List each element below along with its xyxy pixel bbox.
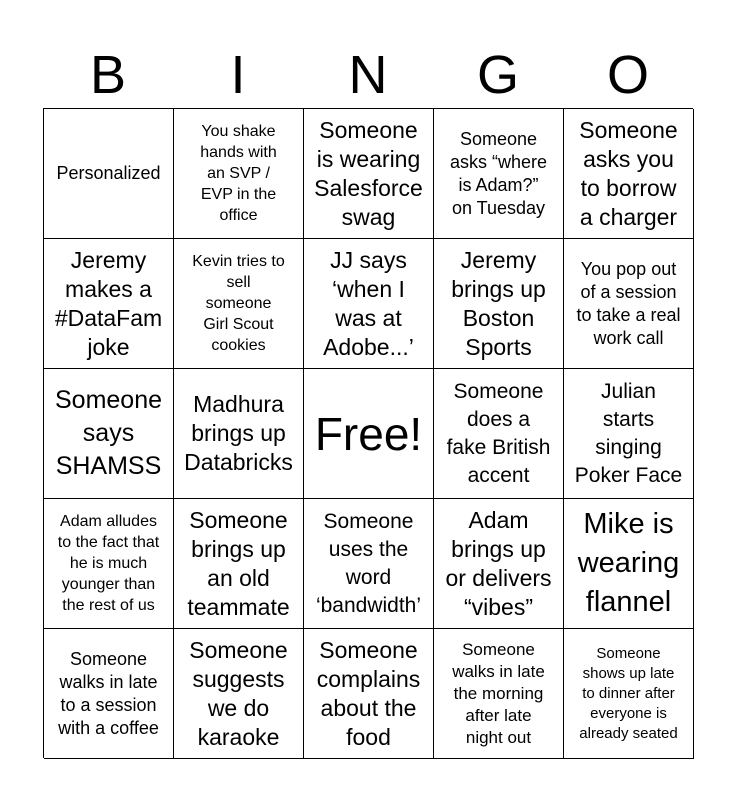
square-text: Someone walks in late to a session with a coffee xyxy=(58,648,159,738)
square-text: Mike is wearing flannel xyxy=(577,508,680,618)
square-text: Someone shows up late to dinner after everyone is already seated xyxy=(579,644,678,742)
bingo-square[interactable] xyxy=(434,629,564,759)
header-letter-g: G xyxy=(476,45,519,105)
header-letter-i: I xyxy=(230,45,246,105)
bingo-square[interactable] xyxy=(44,369,174,499)
bingo-square[interactable] xyxy=(564,499,694,629)
square-text: JJ says ‘when I was at Adobe...’ xyxy=(323,246,414,360)
square-text: Someone brings up an old teammate xyxy=(187,506,290,620)
bingo-board xyxy=(43,108,693,758)
square-text: Someone does a fake British accent xyxy=(446,379,551,487)
square-text: Madhura brings up Databricks xyxy=(184,391,293,475)
square-text: Someone walks in late the morning after late night out xyxy=(452,639,545,747)
bingo-square[interactable] xyxy=(304,109,434,239)
bingo-square[interactable] xyxy=(564,629,694,759)
square-text: Someone uses the word ‘bandwidth’ xyxy=(315,509,422,617)
square-text: Personalized xyxy=(56,163,161,183)
header-letter-b: B xyxy=(89,45,127,105)
free-square-text: Free! xyxy=(314,407,423,460)
square-text: Someone suggests we do karaoke xyxy=(189,636,288,750)
bingo-square[interactable] xyxy=(174,499,304,629)
square-text: Someone asks you to borrow a charger xyxy=(579,116,678,230)
bingo-square[interactable] xyxy=(434,499,564,629)
square-text: You pop out of a session to take a real work call xyxy=(576,258,681,348)
header-letter-o: O xyxy=(606,45,649,105)
bingo-square[interactable] xyxy=(564,369,694,499)
bingo-square[interactable] xyxy=(434,369,564,499)
header-letter-n: N xyxy=(348,45,388,105)
bingo-square[interactable] xyxy=(564,239,694,369)
bingo-square[interactable] xyxy=(174,629,304,759)
square-text: Someone says SHAMSS xyxy=(54,386,163,480)
bingo-square[interactable] xyxy=(44,109,174,239)
bingo-square[interactable] xyxy=(564,109,694,239)
square-text: Adam alludes to the fact that he is much younger than the rest of us xyxy=(57,513,160,614)
square-text: Someone complains about the food xyxy=(316,636,421,750)
square-text: Adam brings up or delivers “vibes” xyxy=(445,506,552,620)
bingo-square[interactable] xyxy=(174,239,304,369)
bingo-square[interactable] xyxy=(304,499,434,629)
bingo-square[interactable] xyxy=(44,499,174,629)
bingo-square[interactable] xyxy=(44,629,174,759)
bingo-square[interactable] xyxy=(174,109,304,239)
square-text: You shake hands with an SVP / EVP in the office xyxy=(200,123,277,224)
bingo-square[interactable] xyxy=(44,239,174,369)
bingo-header xyxy=(43,44,693,106)
bingo-square[interactable] xyxy=(304,239,434,369)
free-square[interactable] xyxy=(304,369,434,499)
bingo-square[interactable] xyxy=(434,109,564,239)
square-text: Someone asks “where is Adam?” on Tuesday xyxy=(449,128,548,218)
square-text: Jeremy makes a #DataFam joke xyxy=(54,246,163,360)
square-text: Kevin tries to sell someone Girl Scout cookies xyxy=(192,253,285,354)
square-text: Jeremy brings up Boston Sports xyxy=(451,246,546,360)
bingo-square[interactable] xyxy=(174,369,304,499)
square-text: Julian starts singing Poker Face xyxy=(574,379,683,487)
bingo-square[interactable] xyxy=(304,629,434,759)
square-text: Someone is wearing Salesforce swag xyxy=(314,116,423,230)
bingo-square[interactable] xyxy=(434,239,564,369)
